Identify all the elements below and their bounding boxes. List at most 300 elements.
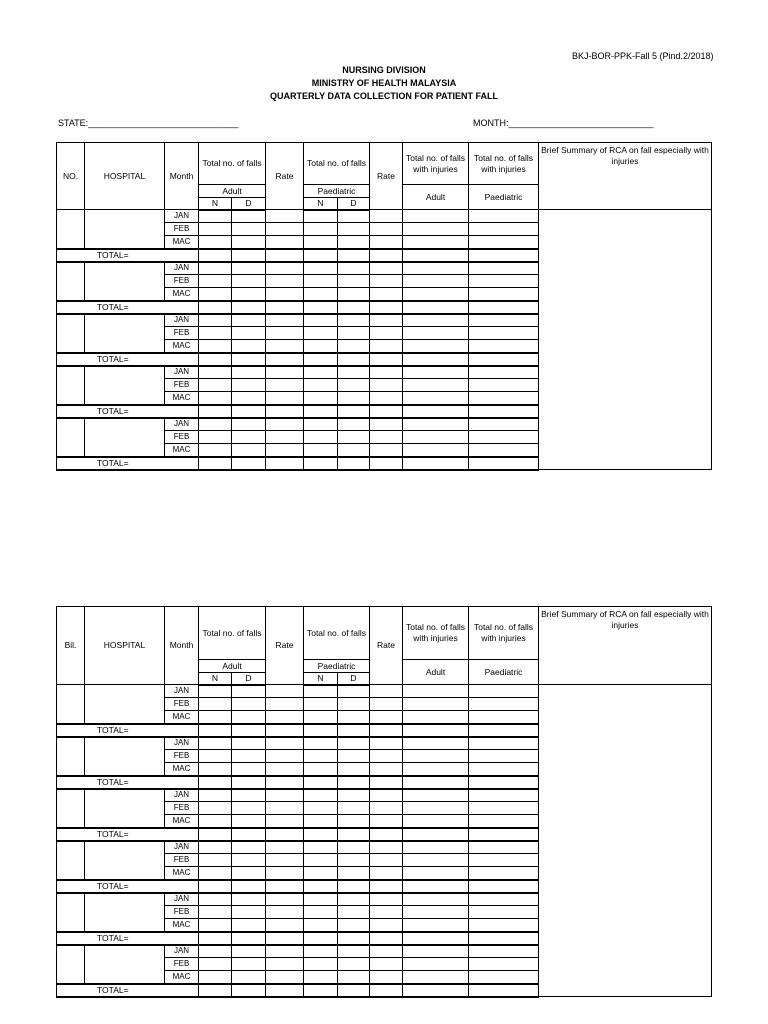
data-cell[interactable]	[266, 867, 304, 880]
data-cell[interactable]	[266, 379, 304, 392]
hospital-cell[interactable]	[85, 893, 165, 932]
data-cell[interactable]	[338, 698, 370, 711]
data-cell[interactable]	[403, 945, 469, 958]
total-cell[interactable]	[232, 880, 266, 893]
data-cell[interactable]	[304, 340, 338, 353]
total-cell[interactable]	[338, 724, 370, 737]
total-cell[interactable]	[338, 301, 370, 314]
data-cell[interactable]	[304, 763, 338, 776]
data-cell[interactable]	[199, 236, 232, 249]
total-cell[interactable]	[304, 405, 338, 418]
data-cell[interactable]	[370, 431, 403, 444]
data-cell[interactable]	[266, 327, 304, 340]
data-cell[interactable]	[469, 340, 539, 353]
data-cell[interactable]	[338, 223, 370, 236]
data-cell[interactable]	[338, 789, 370, 802]
data-cell[interactable]	[370, 737, 403, 750]
total-cell[interactable]	[403, 353, 469, 366]
data-cell[interactable]	[403, 418, 469, 431]
data-cell[interactable]	[469, 314, 539, 327]
total-cell[interactable]	[199, 249, 232, 262]
data-cell[interactable]	[232, 327, 266, 340]
rca-summary-cell[interactable]	[539, 685, 712, 997]
data-cell[interactable]	[266, 288, 304, 301]
data-cell[interactable]	[469, 366, 539, 379]
total-cell[interactable]	[469, 776, 539, 789]
data-cell[interactable]	[232, 750, 266, 763]
data-cell[interactable]	[338, 958, 370, 971]
data-cell[interactable]	[199, 711, 232, 724]
data-cell[interactable]	[266, 431, 304, 444]
data-cell[interactable]	[469, 867, 539, 880]
data-cell[interactable]	[469, 288, 539, 301]
data-cell[interactable]	[469, 379, 539, 392]
rca-summary-cell[interactable]	[539, 210, 712, 470]
total-cell[interactable]	[403, 828, 469, 841]
data-cell[interactable]	[232, 958, 266, 971]
data-cell[interactable]	[199, 919, 232, 932]
data-cell[interactable]	[370, 919, 403, 932]
total-cell[interactable]	[338, 776, 370, 789]
total-cell[interactable]	[232, 353, 266, 366]
data-cell[interactable]	[403, 392, 469, 405]
data-cell[interactable]	[304, 379, 338, 392]
data-cell[interactable]	[403, 763, 469, 776]
data-cell[interactable]	[199, 763, 232, 776]
total-cell[interactable]	[370, 301, 403, 314]
data-cell[interactable]	[370, 288, 403, 301]
data-cell[interactable]	[232, 262, 266, 275]
data-cell[interactable]	[338, 685, 370, 698]
data-cell[interactable]	[199, 841, 232, 854]
data-cell[interactable]	[304, 815, 338, 828]
data-cell[interactable]	[199, 815, 232, 828]
data-cell[interactable]	[403, 379, 469, 392]
data-cell[interactable]	[304, 919, 338, 932]
data-cell[interactable]	[403, 750, 469, 763]
data-cell[interactable]	[199, 958, 232, 971]
data-cell[interactable]	[266, 841, 304, 854]
data-cell[interactable]	[403, 685, 469, 698]
total-cell[interactable]	[199, 457, 232, 470]
total-cell[interactable]	[304, 457, 338, 470]
data-cell[interactable]	[304, 431, 338, 444]
total-cell[interactable]	[338, 457, 370, 470]
data-cell[interactable]	[266, 971, 304, 984]
no-cell[interactable]	[57, 210, 85, 249]
data-cell[interactable]	[338, 854, 370, 867]
total-cell[interactable]	[370, 776, 403, 789]
data-cell[interactable]	[266, 906, 304, 919]
data-cell[interactable]	[266, 737, 304, 750]
data-cell[interactable]	[266, 919, 304, 932]
data-cell[interactable]	[469, 737, 539, 750]
total-cell[interactable]	[199, 301, 232, 314]
total-cell[interactable]	[469, 932, 539, 945]
total-cell[interactable]	[266, 457, 304, 470]
data-cell[interactable]	[469, 223, 539, 236]
total-cell[interactable]	[338, 353, 370, 366]
total-cell[interactable]	[469, 405, 539, 418]
no-cell[interactable]	[57, 737, 85, 776]
data-cell[interactable]	[403, 893, 469, 906]
total-cell[interactable]	[199, 776, 232, 789]
data-cell[interactable]	[338, 919, 370, 932]
no-cell[interactable]	[57, 262, 85, 301]
data-cell[interactable]	[338, 815, 370, 828]
data-cell[interactable]	[199, 314, 232, 327]
data-cell[interactable]	[304, 711, 338, 724]
data-cell[interactable]	[199, 327, 232, 340]
total-cell[interactable]	[199, 828, 232, 841]
data-cell[interactable]	[403, 698, 469, 711]
data-cell[interactable]	[199, 340, 232, 353]
data-cell[interactable]	[338, 431, 370, 444]
hospital-cell[interactable]	[85, 418, 165, 457]
total-cell[interactable]	[199, 932, 232, 945]
data-cell[interactable]	[403, 971, 469, 984]
data-cell[interactable]	[469, 685, 539, 698]
data-cell[interactable]	[403, 314, 469, 327]
data-cell[interactable]	[403, 854, 469, 867]
data-cell[interactable]	[232, 867, 266, 880]
total-cell[interactable]	[403, 984, 469, 997]
hospital-cell[interactable]	[85, 262, 165, 301]
data-cell[interactable]	[403, 236, 469, 249]
data-cell[interactable]	[232, 340, 266, 353]
data-cell[interactable]	[370, 685, 403, 698]
total-cell[interactable]	[232, 405, 266, 418]
data-cell[interactable]	[370, 789, 403, 802]
data-cell[interactable]	[304, 789, 338, 802]
data-cell[interactable]	[469, 262, 539, 275]
data-cell[interactable]	[403, 737, 469, 750]
data-cell[interactable]	[403, 841, 469, 854]
data-cell[interactable]	[266, 763, 304, 776]
total-cell[interactable]	[370, 249, 403, 262]
data-cell[interactable]	[304, 210, 338, 223]
data-cell[interactable]	[469, 418, 539, 431]
no-cell[interactable]	[57, 945, 85, 984]
data-cell[interactable]	[370, 275, 403, 288]
data-cell[interactable]	[403, 223, 469, 236]
total-cell[interactable]	[338, 405, 370, 418]
data-cell[interactable]	[469, 945, 539, 958]
total-cell[interactable]	[403, 405, 469, 418]
data-cell[interactable]	[304, 698, 338, 711]
data-cell[interactable]	[304, 223, 338, 236]
no-cell[interactable]	[57, 314, 85, 353]
data-cell[interactable]	[338, 210, 370, 223]
total-cell[interactable]	[370, 828, 403, 841]
data-cell[interactable]	[338, 418, 370, 431]
data-cell[interactable]	[266, 340, 304, 353]
data-cell[interactable]	[403, 444, 469, 457]
data-cell[interactable]	[469, 236, 539, 249]
data-cell[interactable]	[199, 418, 232, 431]
data-cell[interactable]	[266, 945, 304, 958]
total-cell[interactable]	[370, 932, 403, 945]
hospital-cell[interactable]	[85, 210, 165, 249]
state-field[interactable]: STATE:______________________________	[58, 118, 239, 128]
total-cell[interactable]	[469, 301, 539, 314]
data-cell[interactable]	[370, 945, 403, 958]
data-cell[interactable]	[469, 919, 539, 932]
total-cell[interactable]	[199, 984, 232, 997]
data-cell[interactable]	[266, 711, 304, 724]
data-cell[interactable]	[266, 854, 304, 867]
data-cell[interactable]	[304, 314, 338, 327]
total-cell[interactable]	[199, 405, 232, 418]
data-cell[interactable]	[199, 802, 232, 815]
data-cell[interactable]	[469, 275, 539, 288]
data-cell[interactable]	[370, 841, 403, 854]
data-cell[interactable]	[370, 802, 403, 815]
data-cell[interactable]	[199, 971, 232, 984]
total-cell[interactable]	[266, 353, 304, 366]
total-cell[interactable]	[266, 880, 304, 893]
total-cell[interactable]	[469, 724, 539, 737]
data-cell[interactable]	[266, 444, 304, 457]
data-cell[interactable]	[304, 971, 338, 984]
data-cell[interactable]	[370, 971, 403, 984]
no-cell[interactable]	[57, 366, 85, 405]
data-cell[interactable]	[232, 685, 266, 698]
data-cell[interactable]	[199, 288, 232, 301]
total-cell[interactable]	[232, 301, 266, 314]
data-cell[interactable]	[304, 366, 338, 379]
data-cell[interactable]	[199, 906, 232, 919]
no-cell[interactable]	[57, 789, 85, 828]
data-cell[interactable]	[338, 711, 370, 724]
total-cell[interactable]	[266, 405, 304, 418]
data-cell[interactable]	[469, 789, 539, 802]
data-cell[interactable]	[469, 327, 539, 340]
total-cell[interactable]	[370, 724, 403, 737]
total-cell[interactable]	[469, 249, 539, 262]
data-cell[interactable]	[232, 893, 266, 906]
data-cell[interactable]	[403, 919, 469, 932]
total-cell[interactable]	[469, 828, 539, 841]
total-cell[interactable]	[232, 457, 266, 470]
data-cell[interactable]	[266, 366, 304, 379]
data-cell[interactable]	[370, 262, 403, 275]
data-cell[interactable]	[469, 392, 539, 405]
data-cell[interactable]	[338, 444, 370, 457]
no-cell[interactable]	[57, 893, 85, 932]
data-cell[interactable]	[469, 854, 539, 867]
data-cell[interactable]	[469, 815, 539, 828]
data-cell[interactable]	[199, 789, 232, 802]
data-cell[interactable]	[370, 379, 403, 392]
data-cell[interactable]	[199, 262, 232, 275]
data-cell[interactable]	[370, 958, 403, 971]
data-cell[interactable]	[232, 711, 266, 724]
data-cell[interactable]	[403, 815, 469, 828]
data-cell[interactable]	[403, 366, 469, 379]
hospital-cell[interactable]	[85, 685, 165, 724]
data-cell[interactable]	[304, 802, 338, 815]
data-cell[interactable]	[199, 379, 232, 392]
data-cell[interactable]	[338, 262, 370, 275]
data-cell[interactable]	[266, 262, 304, 275]
data-cell[interactable]	[338, 971, 370, 984]
data-cell[interactable]	[304, 854, 338, 867]
data-cell[interactable]	[469, 971, 539, 984]
total-cell[interactable]	[304, 828, 338, 841]
data-cell[interactable]	[199, 444, 232, 457]
total-cell[interactable]	[403, 301, 469, 314]
data-cell[interactable]	[304, 418, 338, 431]
data-cell[interactable]	[199, 750, 232, 763]
data-cell[interactable]	[266, 789, 304, 802]
data-cell[interactable]	[338, 392, 370, 405]
data-cell[interactable]	[370, 854, 403, 867]
data-cell[interactable]	[403, 906, 469, 919]
data-cell[interactable]	[469, 444, 539, 457]
hospital-cell[interactable]	[85, 737, 165, 776]
data-cell[interactable]	[199, 210, 232, 223]
data-cell[interactable]	[304, 945, 338, 958]
data-cell[interactable]	[304, 958, 338, 971]
data-cell[interactable]	[370, 444, 403, 457]
data-cell[interactable]	[469, 698, 539, 711]
data-cell[interactable]	[403, 340, 469, 353]
total-cell[interactable]	[199, 353, 232, 366]
data-cell[interactable]	[304, 288, 338, 301]
data-cell[interactable]	[232, 366, 266, 379]
data-cell[interactable]	[338, 867, 370, 880]
data-cell[interactable]	[304, 867, 338, 880]
hospital-cell[interactable]	[85, 841, 165, 880]
data-cell[interactable]	[232, 737, 266, 750]
data-cell[interactable]	[266, 698, 304, 711]
total-cell[interactable]	[304, 932, 338, 945]
data-cell[interactable]	[338, 275, 370, 288]
total-cell[interactable]	[403, 249, 469, 262]
total-cell[interactable]	[232, 984, 266, 997]
data-cell[interactable]	[232, 802, 266, 815]
data-cell[interactable]	[403, 802, 469, 815]
data-cell[interactable]	[304, 275, 338, 288]
data-cell[interactable]	[266, 418, 304, 431]
data-cell[interactable]	[403, 327, 469, 340]
data-cell[interactable]	[199, 392, 232, 405]
total-cell[interactable]	[338, 932, 370, 945]
data-cell[interactable]	[338, 906, 370, 919]
data-cell[interactable]	[232, 763, 266, 776]
data-cell[interactable]	[370, 236, 403, 249]
data-cell[interactable]	[199, 685, 232, 698]
data-cell[interactable]	[266, 958, 304, 971]
no-cell[interactable]	[57, 841, 85, 880]
data-cell[interactable]	[232, 210, 266, 223]
total-cell[interactable]	[403, 457, 469, 470]
data-cell[interactable]	[469, 431, 539, 444]
data-cell[interactable]	[304, 327, 338, 340]
data-cell[interactable]	[370, 906, 403, 919]
data-cell[interactable]	[370, 815, 403, 828]
data-cell[interactable]	[304, 392, 338, 405]
data-cell[interactable]	[403, 958, 469, 971]
data-cell[interactable]	[232, 971, 266, 984]
data-cell[interactable]	[304, 841, 338, 854]
total-cell[interactable]	[370, 457, 403, 470]
total-cell[interactable]	[232, 249, 266, 262]
data-cell[interactable]	[232, 841, 266, 854]
data-cell[interactable]	[338, 327, 370, 340]
total-cell[interactable]	[403, 880, 469, 893]
total-cell[interactable]	[338, 984, 370, 997]
data-cell[interactable]	[469, 958, 539, 971]
total-cell[interactable]	[338, 249, 370, 262]
no-cell[interactable]	[57, 685, 85, 724]
data-cell[interactable]	[370, 210, 403, 223]
no-cell[interactable]	[57, 418, 85, 457]
data-cell[interactable]	[338, 893, 370, 906]
data-cell[interactable]	[199, 945, 232, 958]
data-cell[interactable]	[403, 210, 469, 223]
data-cell[interactable]	[469, 906, 539, 919]
total-cell[interactable]	[304, 353, 338, 366]
data-cell[interactable]	[304, 685, 338, 698]
month-field[interactable]: MONTH:_____________________________	[473, 118, 654, 128]
total-cell[interactable]	[266, 932, 304, 945]
total-cell[interactable]	[469, 984, 539, 997]
total-cell[interactable]	[469, 353, 539, 366]
data-cell[interactable]	[338, 366, 370, 379]
total-cell[interactable]	[304, 776, 338, 789]
total-cell[interactable]	[469, 457, 539, 470]
data-cell[interactable]	[370, 750, 403, 763]
data-cell[interactable]	[338, 314, 370, 327]
data-cell[interactable]	[199, 223, 232, 236]
data-cell[interactable]	[232, 236, 266, 249]
data-cell[interactable]	[370, 711, 403, 724]
data-cell[interactable]	[266, 685, 304, 698]
data-cell[interactable]	[304, 906, 338, 919]
data-cell[interactable]	[469, 210, 539, 223]
data-cell[interactable]	[338, 945, 370, 958]
data-cell[interactable]	[403, 431, 469, 444]
data-cell[interactable]	[199, 854, 232, 867]
data-cell[interactable]	[304, 750, 338, 763]
data-cell[interactable]	[338, 288, 370, 301]
total-cell[interactable]	[266, 776, 304, 789]
data-cell[interactable]	[403, 867, 469, 880]
total-cell[interactable]	[232, 776, 266, 789]
data-cell[interactable]	[199, 366, 232, 379]
data-cell[interactable]	[304, 262, 338, 275]
data-cell[interactable]	[232, 854, 266, 867]
data-cell[interactable]	[304, 893, 338, 906]
data-cell[interactable]	[370, 366, 403, 379]
data-cell[interactable]	[266, 210, 304, 223]
data-cell[interactable]	[232, 288, 266, 301]
data-cell[interactable]	[199, 275, 232, 288]
total-cell[interactable]	[266, 984, 304, 997]
data-cell[interactable]	[338, 763, 370, 776]
total-cell[interactable]	[199, 724, 232, 737]
data-cell[interactable]	[403, 275, 469, 288]
total-cell[interactable]	[232, 724, 266, 737]
total-cell[interactable]	[266, 724, 304, 737]
data-cell[interactable]	[370, 392, 403, 405]
hospital-cell[interactable]	[85, 314, 165, 353]
data-cell[interactable]	[232, 444, 266, 457]
data-cell[interactable]	[199, 431, 232, 444]
total-cell[interactable]	[370, 405, 403, 418]
